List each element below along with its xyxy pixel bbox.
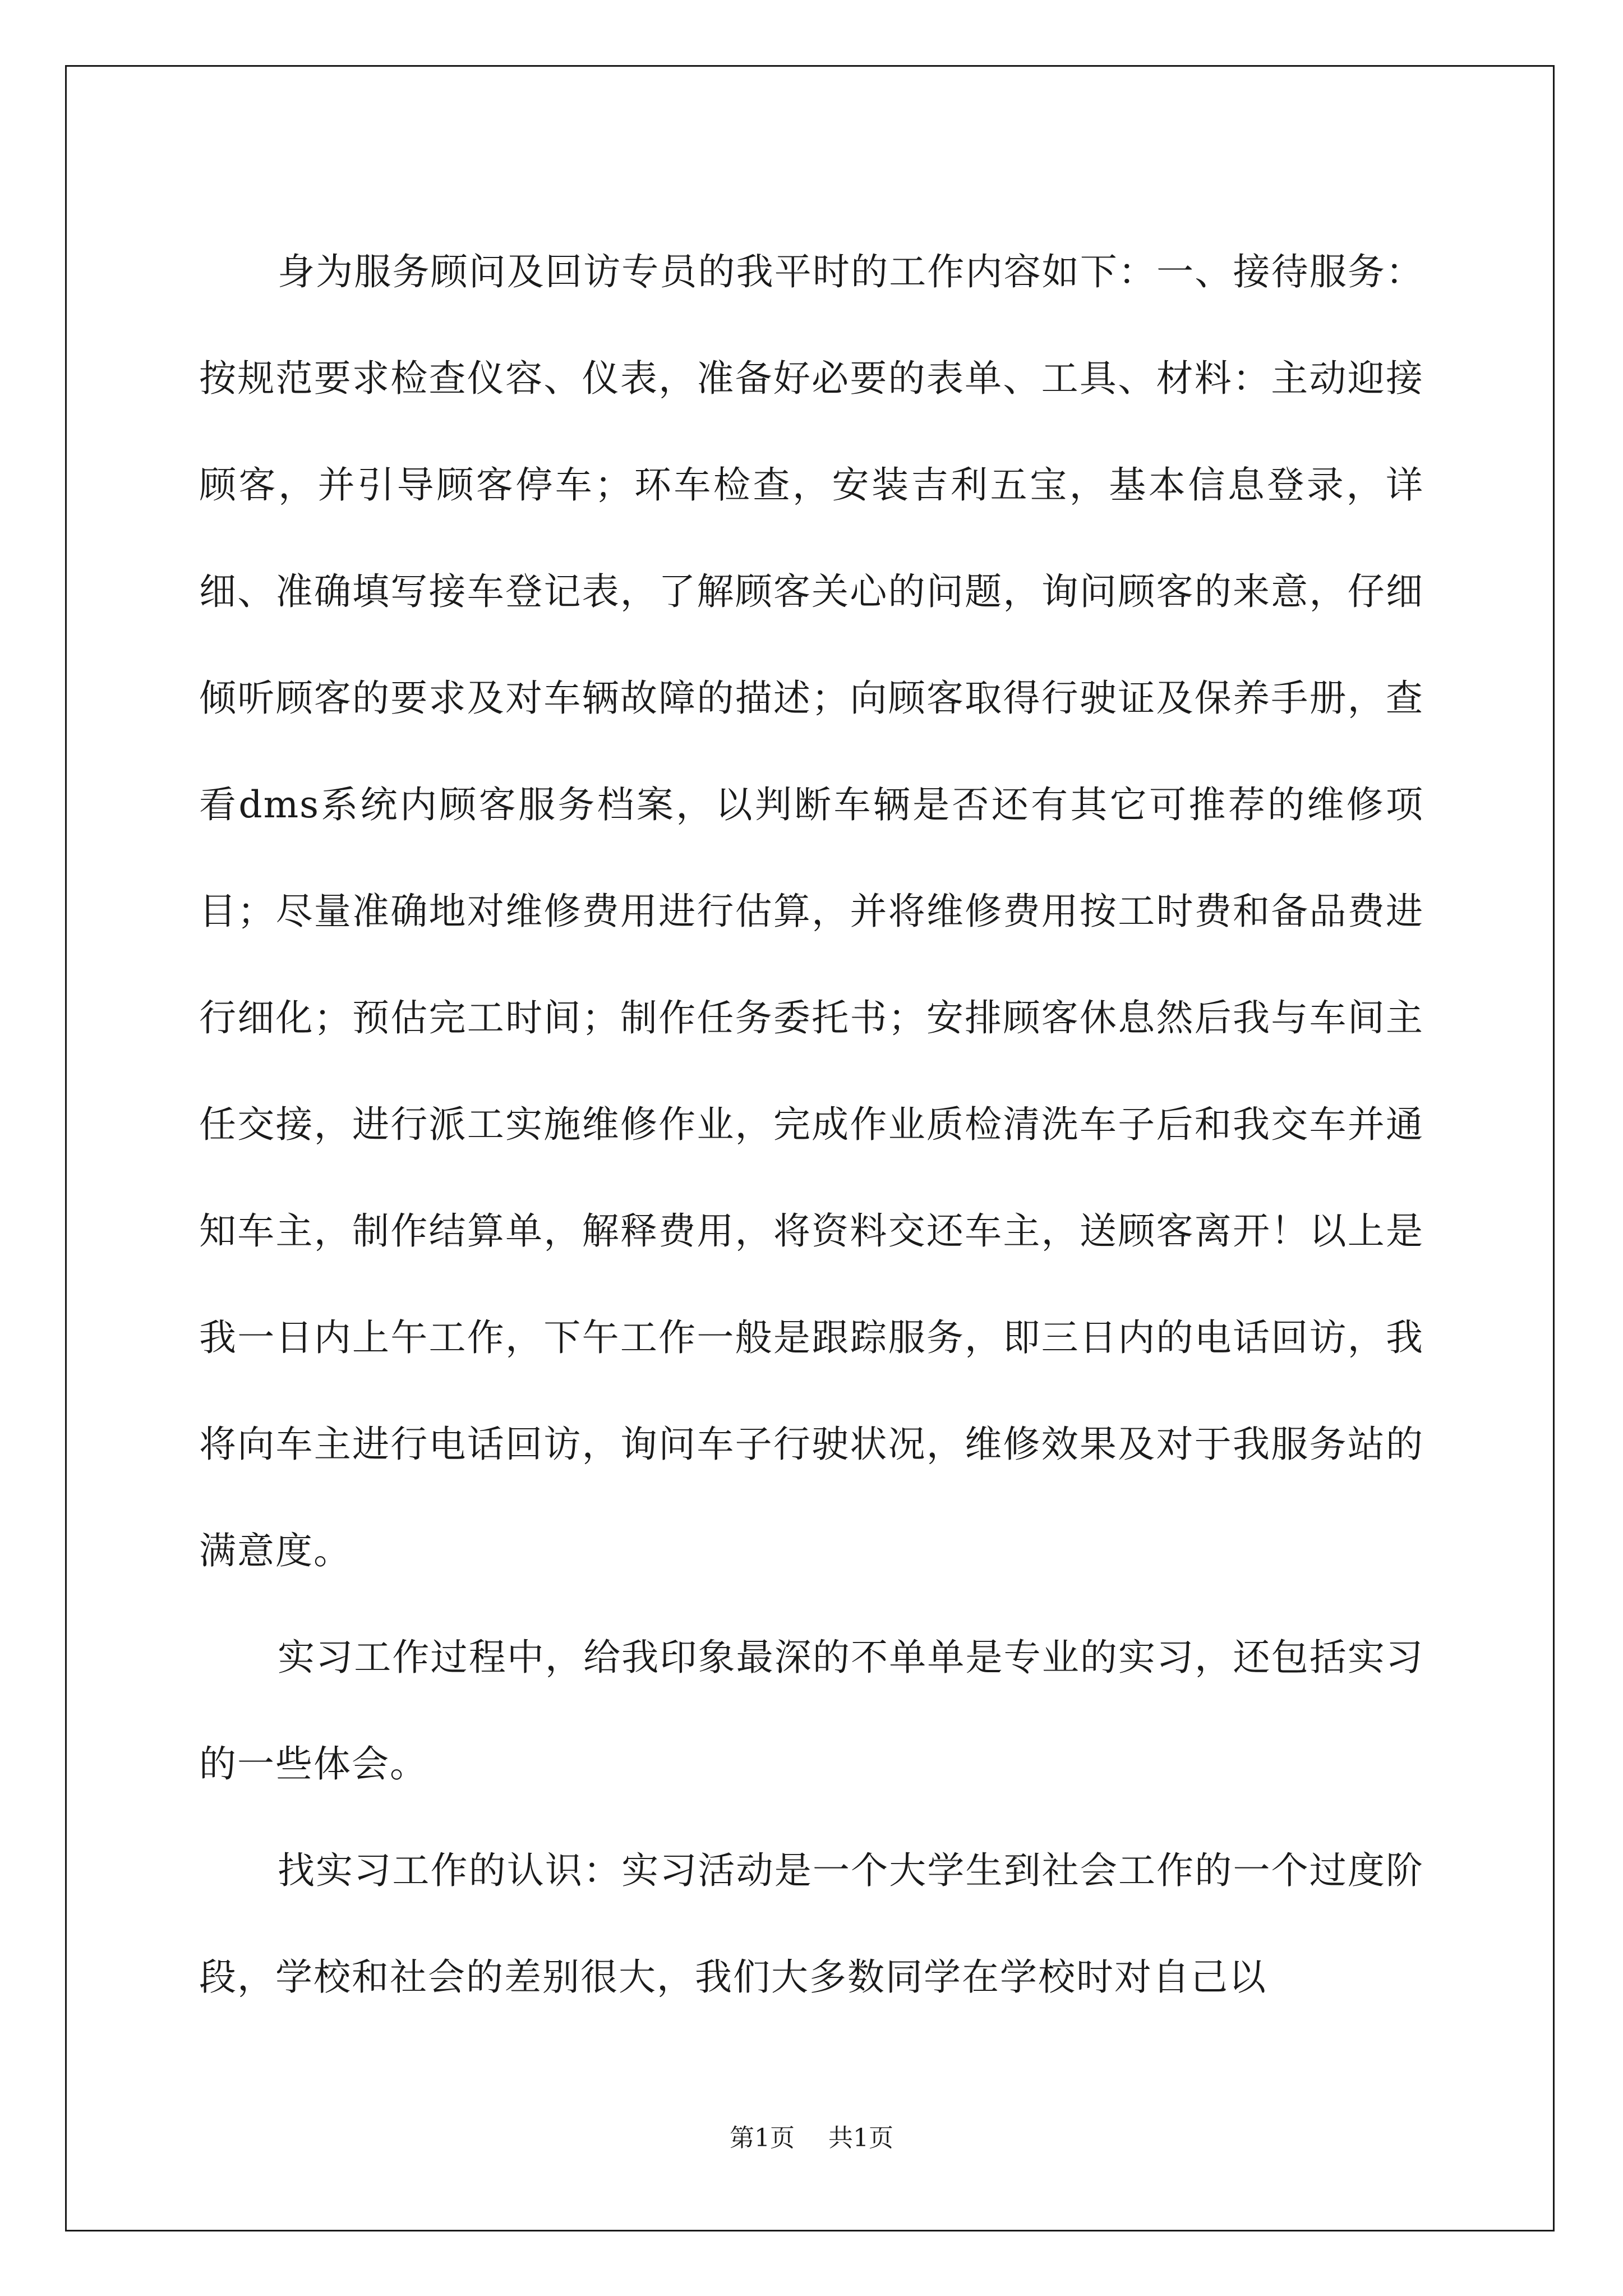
paragraph-work-content: 身为服务顾问及回访专员的我平时的工作内容如下：一、接待服务：按规范要求检查仪容、仪表，准备好必要的表单、工具、材料：主动迎接顾客，并引导顾客停车；环车检查，安装吉利五宝，基本信息登录，详细、准确填写接车登记表，了解顾客关心的问题，询问顾客的来意，仔细倾听顾客的要求及对车辆故障的描述；向顾客取得行驶证及保养手册，查看dms系统内顾客服务档案，以判断车辆是否还有其它可推荐的维修项目；尽量准确地对维修费用进行估算，并将维修费用按工时费和备品费进行细化；预估完工时间；制作任务委托书；安排顾客休息然后我与车间主任交接，进行派工实施维修作业，完成作业质检清洗车子后和我交车并通知车主，制作结算单，解释费用，将资料交还车主，送顾客离开！以上是我一日内上午工作，下午工作一般是跟踪服务，即三日内的电话回访，我将向车主进行电话回访，询问车子行驶状况，维修效果及对于我服务站的满意度。 — [199, 250, 1424, 1572]
paragraph-impression: 实习工作过程中，给我印象最深的不单单是专业的实习，还包括实习的一些体会。 — [199, 1636, 1424, 1786]
paragraph-internship-understanding: 找实习工作的认识：实习活动是一个大学生到社会工作的一个过度阶段，学校和社会的差别很大，我们大多数同学在学校时对自己以 — [199, 1849, 1424, 1999]
page-footer — [0, 2122, 1623, 2155]
page-total: 共1页 — [828, 2124, 893, 2152]
page-number: 第1页 — [730, 2124, 795, 2152]
document-body — [199, 219, 1424, 2031]
